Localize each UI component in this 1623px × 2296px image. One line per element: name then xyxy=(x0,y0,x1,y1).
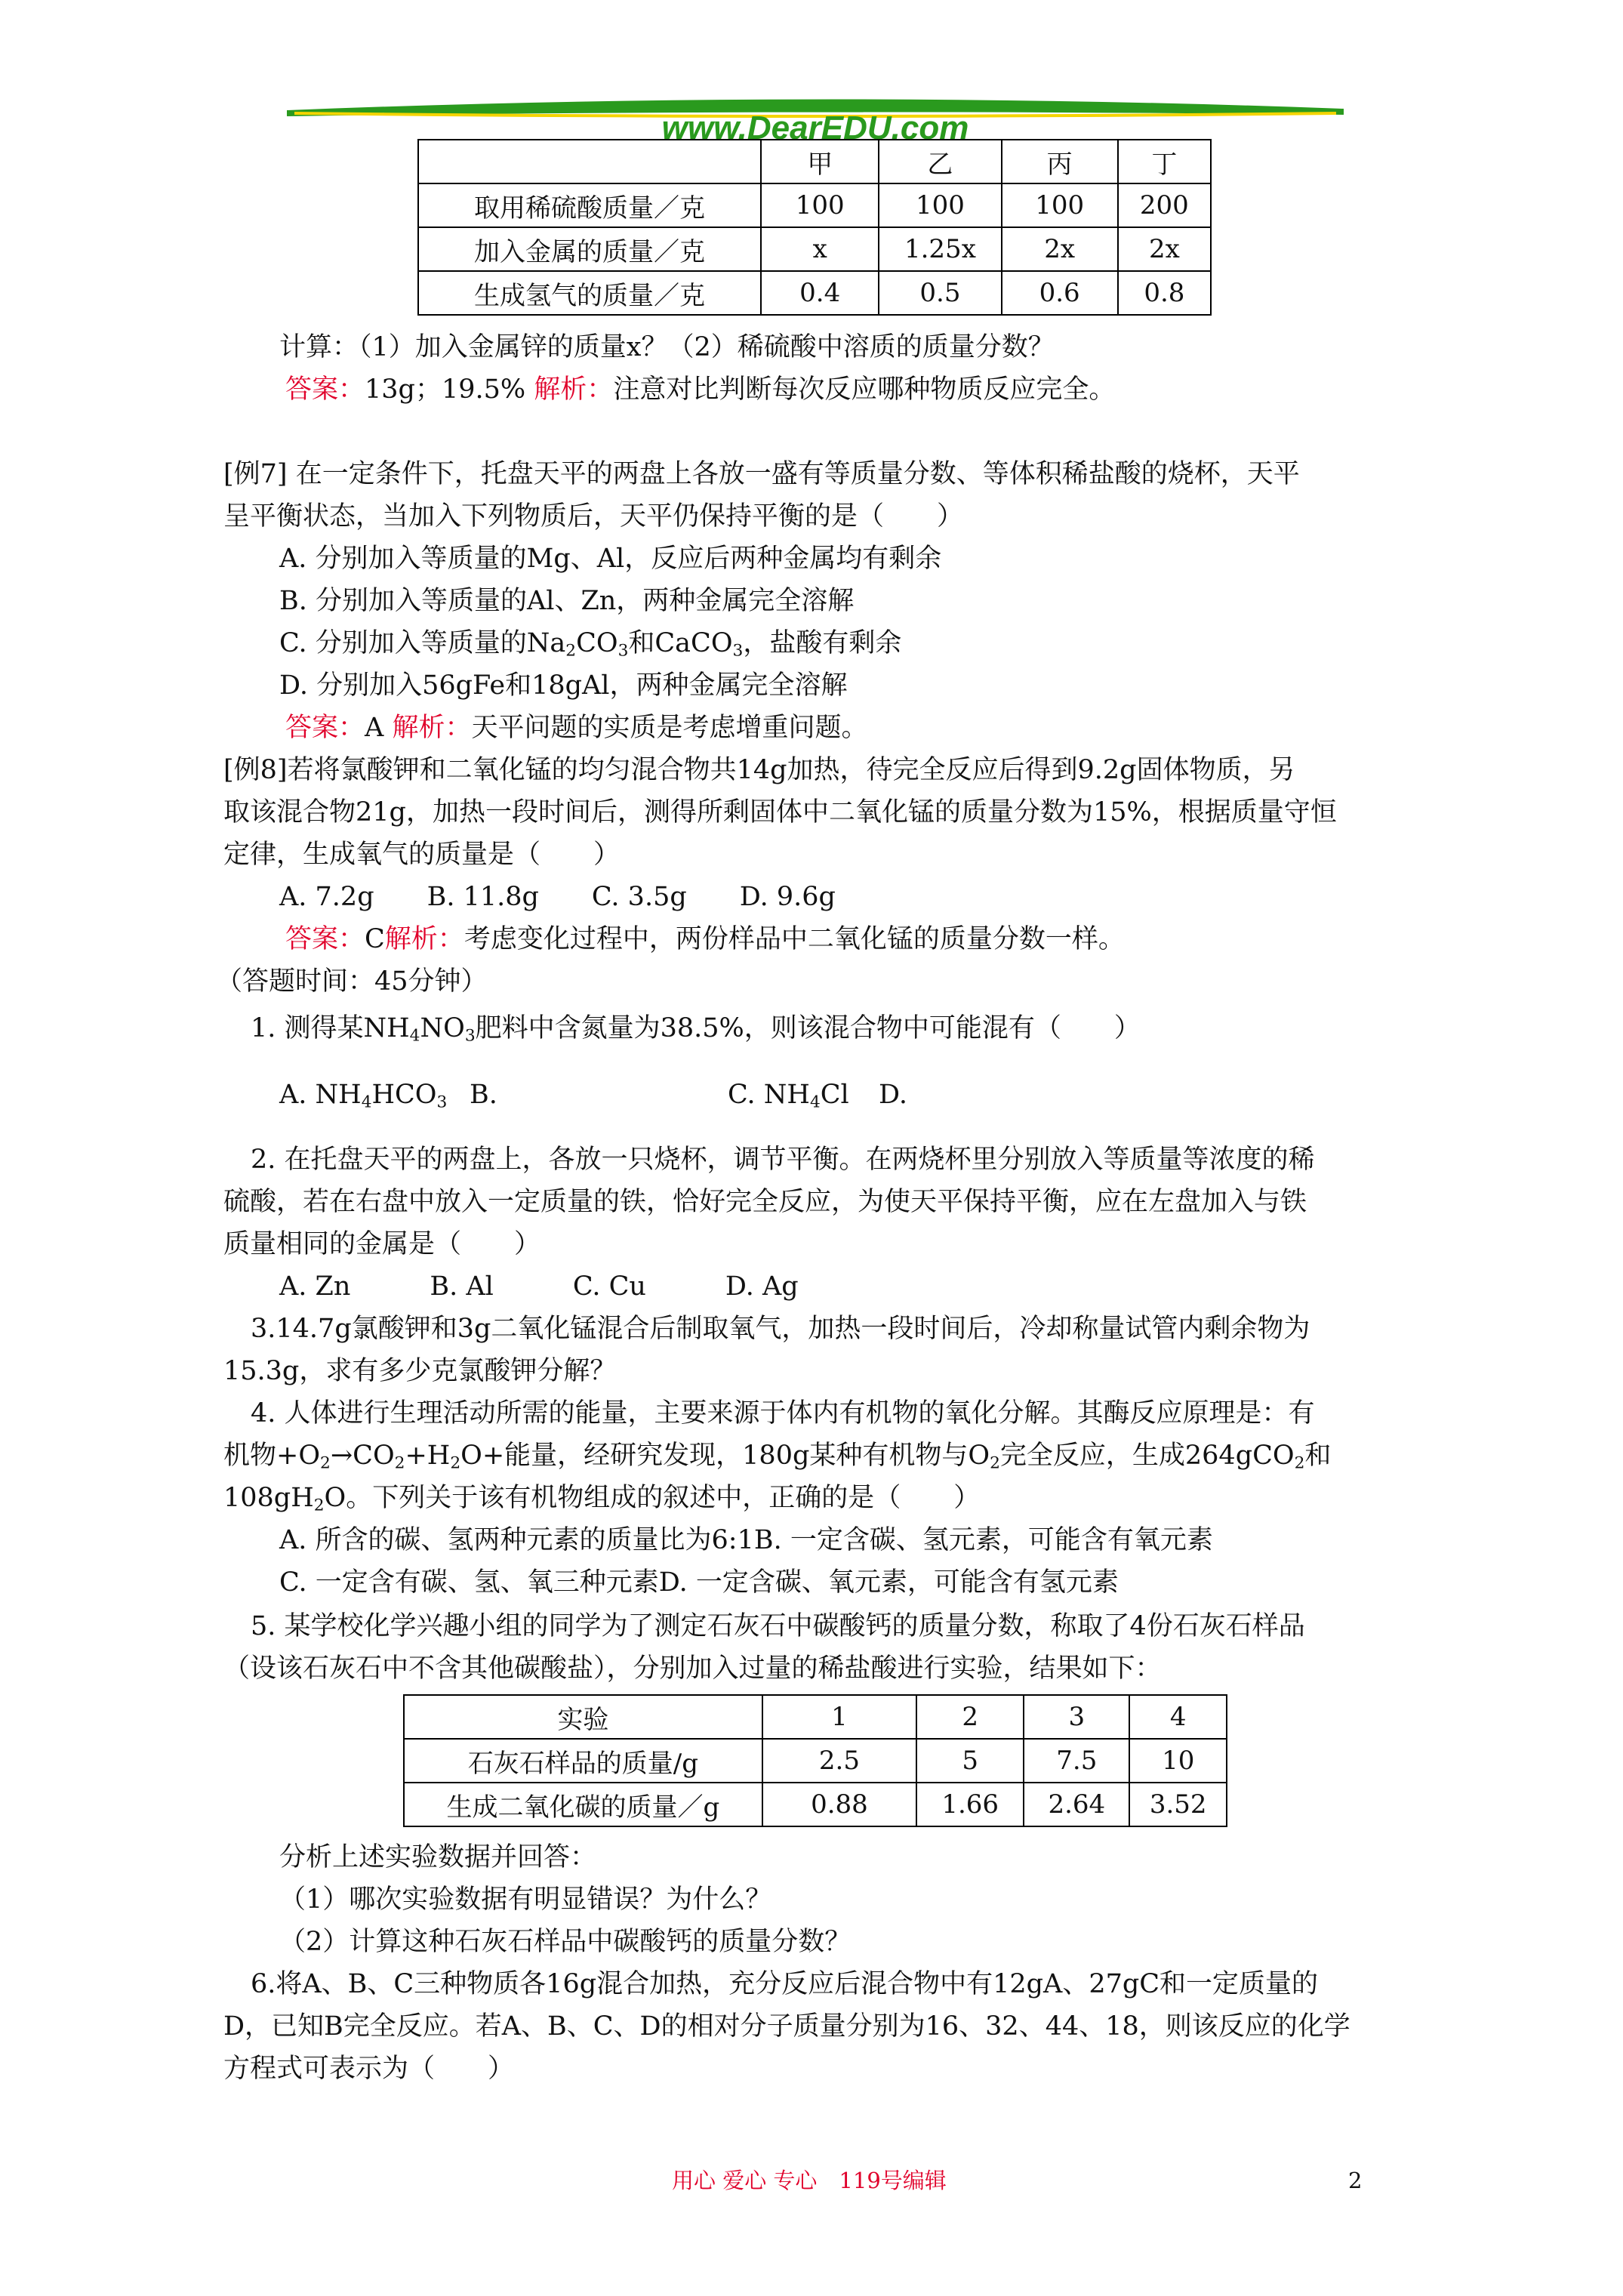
question4-options-cd: C. 一定含有碳、氢、氧三种元素D. 一定含碳、氧元素，可能含有氢元素 xyxy=(279,1567,1119,1598)
example7-line1: [例7] 在一定条件下，托盘天平的两盘上各放一盛有等质量分数、等体积稀盐酸的烧杯，天平 xyxy=(223,459,1300,489)
text: C. 分别加入等质量的Na xyxy=(279,628,566,658)
cell: 1.66 xyxy=(916,1783,1024,1826)
text: 和CaCO xyxy=(628,628,733,658)
example8-line1: [例8]若将氯酸钾和二氧化锰的均匀混合物共14g加热，待完全反应后得到9.2g固体物质，另 xyxy=(223,755,1295,785)
text: 肥料中含氮量为38.5%，则该混合物中可能混有（ ） xyxy=(475,1013,1141,1043)
answer-text: 13g；19.5% xyxy=(365,374,526,405)
analysis-text: 注意对比判断每次反应哪种物质反应完全。 xyxy=(613,374,1116,405)
example7-option-a: A. 分别加入等质量的Mg、Al，反应后两种金属均有剩余 xyxy=(279,544,942,574)
question5-line2: （设该石灰石中不含其他碳酸盐），分别加入过量的稀盐酸进行实验，结果如下： xyxy=(223,1653,1162,1684)
cell: 0.5 xyxy=(879,271,1001,315)
subscript: 4 xyxy=(809,1093,821,1112)
cell: 3.52 xyxy=(1129,1783,1227,1826)
logo-text: www.DearEDU.com xyxy=(661,109,969,146)
header-cell xyxy=(418,140,761,183)
cell: 100 xyxy=(1002,183,1118,227)
header-cell: 甲 xyxy=(761,140,879,183)
cell: 100 xyxy=(879,183,1001,227)
question3-line2: 15.3g，求有多少克氯酸钾分解？ xyxy=(223,1356,617,1386)
row-label: 取用稀硫酸质量／克 xyxy=(418,183,761,227)
question5-line1: 5. 某学校化学兴趣小组的同学为了测定石灰石中碳酸钙的质量分数，称取了4份石灰石样品 xyxy=(251,1611,1305,1641)
table-row xyxy=(418,227,1211,271)
footer-text: 用心 爱心 专心 119号编辑 xyxy=(672,2168,947,2193)
example7-answer xyxy=(285,707,867,749)
table-row xyxy=(404,1739,1227,1783)
text: 完全反应，生成264gCO xyxy=(999,1441,1295,1471)
cell: 5 xyxy=(916,1739,1024,1783)
text: 1. 测得某NH xyxy=(251,1013,410,1043)
example8-line2: 取该混合物21g，加热一段时间后，测得所剩固体中二氧化锰的质量分数为15%，根据质量守恒 xyxy=(223,797,1337,827)
header-cell: 丙 xyxy=(1002,140,1118,183)
cell: 2x xyxy=(1118,227,1211,271)
cell: 100 xyxy=(761,183,879,227)
question1 xyxy=(251,1007,1141,1049)
example7-option-d: D. 分别加入56gFe和18gAl，两种金属完全溶解 xyxy=(279,670,848,701)
table-header-row xyxy=(404,1695,1227,1739)
cell: 2.64 xyxy=(1024,1783,1129,1826)
subscript: 2 xyxy=(394,1453,405,1473)
header-cell: 实验 xyxy=(404,1695,762,1739)
subscript: 2 xyxy=(313,1496,325,1515)
header-cell: 丁 xyxy=(1118,140,1211,183)
example8-options: A. 7.2g B. 11.8g C. 3.5g D. 9.6g xyxy=(279,882,836,912)
text: Cl xyxy=(820,1080,849,1110)
header-cell: 4 xyxy=(1129,1695,1227,1739)
header-cell: 3 xyxy=(1024,1695,1129,1739)
cell: 2x xyxy=(1002,227,1118,271)
row-label: 加入金属的质量／克 xyxy=(418,227,761,271)
subscript: 3 xyxy=(732,641,744,661)
analysis-text: 天平问题的实质是考虑增重问题。 xyxy=(471,713,868,743)
question2-line2: 硫酸，若在右盘中放入一定质量的铁，恰好完全反应，为使天平保持平衡，应在左盘加入与铁 xyxy=(223,1187,1307,1217)
text: C. NH xyxy=(728,1080,810,1110)
subscript: 4 xyxy=(361,1093,372,1112)
answer-label: 答案： xyxy=(285,374,365,405)
subscript: 4 xyxy=(409,1026,420,1046)
subscript: 2 xyxy=(565,641,577,661)
analysis-text: 考虑变化过程中，两份样品中二氧化锰的质量分数一样。 xyxy=(463,924,1125,954)
header-cell: 乙 xyxy=(879,140,1001,183)
question6-line3: 方程式可表示为（ ） xyxy=(223,2054,515,2084)
calc-question: 计算：（1）加入金属锌的质量x？（2）稀硫酸中溶质的质量分数？ xyxy=(279,332,1055,362)
calc-answer xyxy=(285,368,1115,411)
question2-line1: 2. 在托盘天平的两盘上，各放一只烧杯，调节平衡。在两烧杯里分别放入等质量等浓度的稀 xyxy=(251,1145,1315,1175)
table-row xyxy=(418,183,1211,227)
text: ，盐酸有剩余 xyxy=(743,628,902,658)
text: NO xyxy=(420,1013,465,1043)
cell: 0.88 xyxy=(762,1783,916,1826)
subscript: 2 xyxy=(450,1453,461,1473)
question1-option-b: B. xyxy=(470,1080,497,1110)
text: O+能量，经研究发现，180g某种有机物与O xyxy=(460,1441,990,1471)
page-number: 2 xyxy=(1348,2168,1363,2193)
question2-options: A. Zn B. Al C. Cu D. Ag xyxy=(279,1271,799,1302)
example8-answer xyxy=(285,918,1125,960)
example7-line2: 呈平衡状态，当加入下列物质后，天平仍保持平衡的是（ ） xyxy=(223,501,964,532)
cell: 0.8 xyxy=(1118,271,1211,315)
row-label: 生成氢气的质量／克 xyxy=(418,271,761,315)
limestone-data-table xyxy=(403,1694,1227,1827)
text: →CO xyxy=(330,1441,395,1471)
text: A. NH xyxy=(279,1080,362,1110)
hydrogen-data-table xyxy=(417,139,1212,316)
question6-line1: 6.将A、B、C三种物质各16g混合加热，充分反应后混合物中有12gA、27gC和一定质量的 xyxy=(251,1969,1319,1999)
table-header-row xyxy=(418,140,1211,183)
row-label: 石灰石样品的质量/g xyxy=(404,1739,762,1783)
answer-text: A xyxy=(365,713,384,743)
answer-text: C xyxy=(365,924,385,954)
text: 108gH xyxy=(223,1483,314,1513)
example8-line3: 定律，生成氧气的质量是（ ） xyxy=(223,840,621,870)
question2-line3: 质量相同的金属是（ ） xyxy=(223,1229,541,1259)
subscript: 3 xyxy=(436,1093,448,1112)
text: 和 xyxy=(1304,1441,1332,1471)
row-label: 生成二氧化碳的质量／g xyxy=(404,1783,762,1826)
answer-label: 答案： xyxy=(285,713,365,743)
subscript: 3 xyxy=(617,641,629,661)
question4-line3 xyxy=(223,1477,980,1519)
subscript: 2 xyxy=(990,1453,1000,1473)
question4-line2 xyxy=(223,1435,1331,1477)
cell: 10 xyxy=(1129,1739,1227,1783)
text: O。下列关于该有机物组成的叙述中，正确的是（ ） xyxy=(324,1483,981,1513)
question4-options-ab: A. 所含的碳、氢两种元素的质量比为6:1B. 一定含碳、氢元素，可能含有氧元素 xyxy=(279,1525,1213,1555)
text: CO xyxy=(576,628,618,658)
example7-option-c xyxy=(279,622,901,664)
subscript: 3 xyxy=(464,1026,476,1046)
analysis-label: 解析： xyxy=(384,924,464,954)
cell: 0.6 xyxy=(1002,271,1118,315)
question4-line1: 4. 人体进行生理活动所需的能量，主要来源于体内有机物的氧化分解。其酶反应原理是：有 xyxy=(251,1398,1315,1428)
cell: 200 xyxy=(1118,183,1211,227)
cell: x xyxy=(761,227,879,271)
table-row xyxy=(404,1783,1227,1826)
cell: 7.5 xyxy=(1024,1739,1129,1783)
question5-sub1: （1）哪次实验数据有明显错误？为什么？ xyxy=(279,1885,772,1915)
question3-line1: 3.14.7g氯酸钾和3g二氧化锰混合后制取氧气，加热一段时间后，冷却称量试管内剩余物为 xyxy=(251,1314,1310,1344)
cell: 0.4 xyxy=(761,271,879,315)
text: +H xyxy=(405,1441,451,1471)
analysis-label: 解析： xyxy=(534,374,614,405)
cell: 1.25x xyxy=(879,227,1001,271)
question6-line2: D，已知B完全反应。若A、B、C、D的相对分子质量分别为16、32、44、18，则该反应的化学 xyxy=(223,2011,1350,2042)
question5-analysis: 分析上述实验数据并回答： xyxy=(279,1842,597,1872)
question1-option-a xyxy=(279,1074,447,1116)
header-cell: 1 xyxy=(762,1695,916,1739)
time-note: （答题时间：45分钟） xyxy=(216,966,488,997)
question1-option-d: D. xyxy=(879,1080,907,1110)
question5-sub2: （2）计算这种石灰石样品中碳酸钙的质量分数？ xyxy=(279,1927,852,1957)
cell: 2.5 xyxy=(762,1739,916,1783)
subscript: 2 xyxy=(320,1453,331,1473)
example7-option-b: B. 分别加入等质量的Al、Zn，两种金属完全溶解 xyxy=(279,586,855,616)
text: 机物+O xyxy=(223,1441,321,1471)
answer-label: 答案： xyxy=(285,924,365,954)
text: HCO xyxy=(371,1080,437,1110)
analysis-label: 解析： xyxy=(392,713,472,743)
subscript: 2 xyxy=(1294,1453,1305,1473)
question1-option-c xyxy=(728,1074,849,1116)
header-cell: 2 xyxy=(916,1695,1024,1739)
table-row xyxy=(418,271,1211,315)
